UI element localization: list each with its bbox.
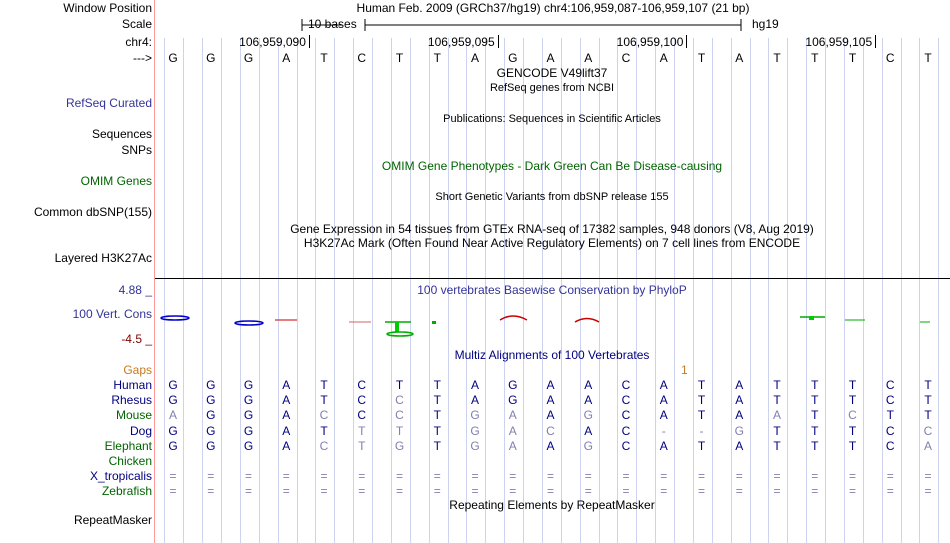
alignment-base: G (243, 439, 254, 453)
alignment-base: = (358, 469, 366, 483)
species-label[interactable]: Chicken (108, 454, 152, 468)
h3k27ac-label[interactable]: Layered H3K27Ac (54, 251, 152, 265)
alignment-base: T (320, 378, 328, 392)
species-label[interactable]: Mouse (115, 408, 152, 422)
alignment-base: = (471, 484, 479, 498)
alignment-base: G (470, 408, 480, 422)
alignment-base: T (697, 439, 706, 453)
alignment-base: T (433, 408, 441, 422)
alignment-base: G (734, 424, 744, 438)
alignment-base: A (659, 439, 668, 453)
reference-base: C (621, 51, 631, 65)
alignment-base: = (207, 484, 215, 498)
alignment-base: = (244, 484, 252, 498)
snps-label[interactable]: SNPs (121, 143, 152, 157)
alignment-base: T (924, 378, 932, 392)
alignment-base: C (319, 408, 329, 422)
alignment-base: T (886, 408, 894, 422)
reference-base: G (206, 51, 216, 65)
alignment-base: C (357, 378, 367, 392)
alignment-base: C (357, 408, 367, 422)
alignment-base: C (848, 408, 857, 422)
alignment-base: G (243, 393, 254, 407)
reference-base: T (320, 51, 328, 65)
alignment-base: A (282, 393, 291, 407)
alignment-base: = (433, 484, 441, 498)
refseq-track-subtitle: RefSeq genes from NCBI (489, 82, 615, 94)
alignment-base: A (772, 408, 781, 422)
chrom-label: chr4: (125, 35, 152, 49)
alignment-base: G (470, 424, 480, 438)
alignment-base: T (848, 424, 857, 438)
alignment-base: = (395, 469, 403, 483)
alignment-base: T (773, 393, 781, 407)
alignment-base: T (697, 378, 706, 392)
multiz-track-title: Multiz Alignments of 100 Vertebrates (454, 348, 650, 362)
alignment-base: G (243, 378, 254, 392)
coordinate-tick-mark (686, 35, 687, 48)
alignment-base: C (885, 439, 895, 453)
alignment-base: G (394, 439, 405, 453)
alignment-base: G (168, 424, 178, 438)
alignment-base: T (697, 393, 706, 407)
assembly-label: hg19 (752, 17, 779, 31)
alignment-base: A (508, 408, 517, 422)
alignment-base: A (735, 408, 744, 422)
alignment-base: C (621, 378, 631, 392)
coordinate-tick-mark (498, 35, 499, 48)
alignment-base: T (358, 439, 366, 453)
h3k27ac-track-title: H3K27Ac Mark (Often Found Near Active Regulatory Elements) on 7 cell lines from ENCODE (303, 236, 801, 250)
alignment-base: G (243, 408, 254, 422)
cons-min-label: -4.5 _ (121, 332, 152, 346)
repeatmasker-label[interactable]: RepeatMasker (73, 513, 152, 527)
alignment-base: = (735, 469, 743, 483)
alignment-base: = (282, 484, 290, 498)
alignment-base: T (320, 393, 328, 407)
species-label[interactable]: Zebrafish (101, 484, 152, 498)
alignment-base: A (282, 378, 291, 392)
alignment-base: G (470, 439, 480, 453)
alignment-base: A (546, 378, 555, 392)
alignment-base: C (395, 408, 404, 422)
alignment-base: C (621, 424, 631, 438)
alignment-base: A (584, 378, 593, 392)
alignment-base: G (583, 439, 593, 453)
alignment-base: T (773, 424, 781, 438)
alignment-base: = (358, 484, 366, 498)
alignment-base: T (811, 424, 819, 438)
alignment-base: A (546, 439, 555, 453)
alignment-base: C (319, 439, 329, 453)
species-label[interactable]: X_tropicalis (89, 469, 152, 483)
alignment-base: T (395, 424, 404, 438)
alignment-base: T (924, 408, 932, 422)
alignment-base: A (735, 393, 744, 407)
reference-base: A (659, 51, 668, 65)
coordinate-tick-mark (875, 35, 876, 48)
alignment-base: T (433, 439, 441, 453)
alignment-base: G (168, 393, 178, 407)
alignment-base: G (206, 439, 216, 453)
alignment-base: = (622, 469, 630, 483)
dbsnp-track-title: Short Genetic Variants from dbSNP release 155 (435, 191, 669, 203)
alignment-base: = (320, 484, 328, 498)
reference-base: A (282, 51, 291, 65)
alignment-base: A (282, 424, 291, 438)
alignment-base: A (584, 424, 593, 438)
alignment-base: = (169, 484, 177, 498)
alignment-base: T (358, 424, 366, 438)
alignment-base: A (659, 408, 668, 422)
omim-genes-label[interactable]: OMIM Genes (80, 174, 152, 188)
alignment-base: = (546, 469, 554, 483)
alignment-base: A (546, 408, 555, 422)
alignment-base: = (244, 469, 252, 483)
alignment-base: C (357, 393, 367, 407)
coordinate-tick-label: 106,959,090 (239, 35, 306, 49)
repeatmasker-track-title: Repeating Elements by RepeatMasker (449, 498, 655, 512)
alignment-base: = (433, 469, 441, 483)
alignment-base: = (546, 484, 554, 498)
alignment-base: T (924, 393, 932, 407)
alignment-base: A (659, 393, 668, 407)
alignment-base: C (885, 424, 895, 438)
alignment-base: = (697, 469, 705, 483)
alignment-base: = (924, 469, 932, 483)
alignment-base: = (811, 469, 819, 483)
alignment-base: G (206, 378, 216, 392)
coordinate-tick-label: 106,959,095 (427, 35, 495, 49)
alignment-base: C (546, 424, 555, 438)
reference-base: C (885, 51, 895, 65)
alignment-base: T (811, 408, 819, 422)
alignment-base: T (697, 408, 706, 422)
reference-base: G (168, 51, 178, 65)
alignment-base: A (508, 439, 517, 453)
alignment-base: = (773, 469, 781, 483)
alignment-base: T (773, 439, 781, 453)
alignment-base: = (509, 469, 517, 483)
alignment-base: G (583, 408, 593, 422)
alignment-base: C (621, 439, 631, 453)
refseq-curated-label[interactable]: RefSeq Curated (65, 96, 152, 110)
alignment-base: = (773, 484, 781, 498)
alignment-base: G (206, 393, 216, 407)
alignment-base: T (811, 378, 819, 392)
reference-base: T (697, 51, 706, 65)
reference-base: C (357, 51, 367, 65)
alignment-base: = (584, 484, 592, 498)
reference-base: T (811, 51, 819, 65)
alignment-base: T (433, 424, 441, 438)
alignment-base: A (168, 408, 177, 422)
alignment-base: T (320, 424, 328, 438)
alignment-base: = (169, 469, 177, 483)
scale-text: 10 bases (308, 17, 357, 31)
species-label[interactable]: Dog (129, 424, 152, 438)
species-label[interactable]: Human (113, 378, 152, 392)
omim-track-title: OMIM Gene Phenotypes - Dark Green Can Be Disease-causing (381, 159, 723, 173)
alignment-base: A (735, 378, 744, 392)
alignment-base: = (471, 469, 479, 483)
alignment-base: A (923, 439, 932, 453)
alignment-base: A (584, 393, 593, 407)
species-label[interactable]: Rhesus (111, 393, 152, 407)
alignment-base: = (886, 484, 894, 498)
strand-label: ---> (133, 51, 152, 65)
alignment-base: T (395, 378, 404, 392)
publications-track-title: Publications: Sequences in Scientific Articles (443, 113, 661, 125)
alignment-base: C (621, 393, 631, 407)
alignment-base: G (206, 424, 216, 438)
gencode-track-title[interactable]: GENCODE V49lift37 (496, 66, 608, 80)
phylop-wiggle (155, 310, 950, 340)
alignment-base: A (282, 408, 291, 422)
alignment-base: A (470, 393, 479, 407)
alignment-base: = (207, 469, 215, 483)
alignment-base: C (885, 378, 895, 392)
alignment-base: T (811, 393, 819, 407)
alignment-base: A (470, 378, 479, 392)
alignment-base: A (659, 378, 668, 392)
reference-base: A (546, 51, 555, 65)
alignment-base: = (697, 484, 705, 498)
alignment-base: A (508, 424, 517, 438)
alignment-base: = (848, 484, 856, 498)
reference-base: G (243, 51, 254, 65)
reference-base: T (433, 51, 441, 65)
alignment-base: = (660, 484, 668, 498)
alignment-base: T (848, 439, 857, 453)
alignment-base: = (811, 484, 819, 498)
coordinate-tick-label: 106,959,100 (616, 35, 684, 49)
reference-base: A (735, 51, 744, 65)
species-label[interactable]: Elephant (104, 439, 152, 453)
alignment-base: G (508, 378, 518, 392)
reference-base: A (584, 51, 593, 65)
alignment-base: G (206, 408, 216, 422)
alignment-base: = (848, 469, 856, 483)
alignment-base: G (508, 393, 518, 407)
conservation-label[interactable]: 100 Vert. Cons (72, 307, 152, 321)
alignment-base: = (622, 484, 630, 498)
alignment-base: T (433, 393, 441, 407)
alignment-base: T (433, 378, 441, 392)
reference-base: T (773, 51, 781, 65)
reference-base: G (508, 51, 518, 65)
dbsnp-label[interactable]: Common dbSNP(155) (33, 205, 152, 219)
alignment-base: C (885, 393, 895, 407)
alignment-base: = (886, 469, 894, 483)
alignment-base: C (923, 424, 933, 438)
reference-base: A (470, 51, 479, 65)
alignment-base: = (282, 469, 290, 483)
sequences-label[interactable]: Sequences (91, 127, 152, 141)
gap-marker: 1 (681, 363, 688, 377)
alignment-base: = (660, 469, 668, 483)
alignment-base: T (848, 378, 857, 392)
scale-label: Scale (121, 17, 152, 31)
gtex-track-title: Gene Expression in 54 tissues from GTEx RNA-seq of 17382 samples, 948 donors (V8, Aug 2019) (290, 222, 814, 236)
alignment-base: T (848, 393, 857, 407)
alignment-base: = (509, 484, 517, 498)
reference-base: T (924, 51, 932, 65)
gaps-label[interactable]: Gaps (123, 363, 152, 377)
alignment-base: = (735, 484, 743, 498)
cons-max-label: 4.88 _ (118, 283, 152, 297)
window-position-text: Human Feb. 2009 (GRCh37/hg19) chr4:106,959,087-106,959,107 (21 bp) (356, 1, 750, 15)
alignment-base: A (546, 393, 555, 407)
alignment-base: = (320, 469, 328, 483)
coordinate-tick-label: 106,959,105 (805, 35, 873, 49)
alignment-base: - (661, 424, 666, 438)
alignment-base: A (735, 439, 744, 453)
alignment-base: G (168, 378, 178, 392)
alignment-base: T (773, 378, 781, 392)
alignment-base: C (395, 393, 404, 407)
scale-bar (300, 17, 760, 33)
alignment-base: = (924, 484, 932, 498)
reference-base: T (848, 51, 857, 65)
alignment-base: C (621, 408, 631, 422)
alignment-base: = (584, 469, 592, 483)
alignment-base: G (243, 424, 254, 438)
alignment-base: T (811, 439, 819, 453)
reference-base: T (395, 51, 404, 65)
window-position-label: Window Position (63, 1, 152, 15)
alignment-base: = (395, 484, 403, 498)
conservation-track-title: 100 vertebrates Basewise Conservation by PhyloP (417, 283, 687, 297)
alignment-base: - (699, 424, 704, 438)
coordinate-tick-mark (309, 35, 310, 48)
alignment-base: G (168, 439, 178, 453)
alignment-base: A (282, 439, 291, 453)
